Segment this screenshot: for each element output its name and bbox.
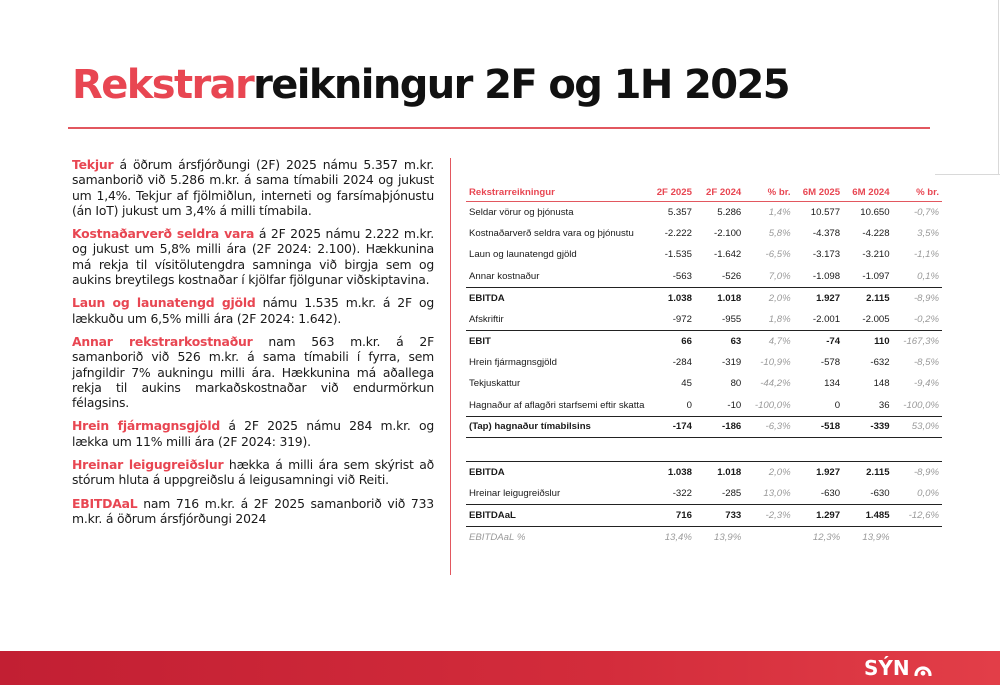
page-title-accent: Rekstrar bbox=[72, 62, 254, 108]
value-2f-2024: 63 bbox=[695, 330, 744, 352]
change-2f: -2,3% bbox=[744, 505, 793, 527]
paragraph-heading: Hrein fjármagnsgjöld bbox=[72, 418, 221, 434]
value-6m-2025: 1.927 bbox=[794, 462, 843, 484]
value-2f-2024: -526 bbox=[722, 270, 742, 282]
value-6m-2025: 12,3% bbox=[812, 531, 841, 543]
value-2f-2024: 5.286 bbox=[717, 206, 742, 218]
value-2f-2024: -955 bbox=[722, 313, 742, 325]
change-2f: 2,0% bbox=[744, 287, 793, 309]
value-2f-2024: -10 bbox=[727, 399, 742, 411]
change-2f: -100,0% bbox=[754, 399, 791, 411]
change-2f: -6,5% bbox=[765, 249, 791, 261]
change-6m: 3,5% bbox=[917, 227, 939, 239]
value-2f-2025: -563 bbox=[672, 270, 692, 282]
value-2f-2024: 80 bbox=[730, 378, 742, 390]
value-2f-2025: 0 bbox=[686, 399, 692, 411]
row-label: Hrein fjármagnsgjöld bbox=[469, 356, 557, 368]
paragraph-fjarmagnsgjold bbox=[72, 418, 434, 449]
value-6m-2024: 1.485 bbox=[843, 505, 892, 527]
value-2f-2025: -972 bbox=[672, 313, 692, 325]
column-divider bbox=[450, 158, 451, 575]
value-6m-2025: 10.577 bbox=[810, 206, 841, 218]
value-6m-2025: -578 bbox=[820, 356, 841, 368]
change-2f: 5,8% bbox=[768, 227, 791, 239]
paragraph-heading: Laun og launatengd gjöld bbox=[72, 295, 256, 311]
table-row bbox=[466, 373, 942, 395]
paragraph-heading: Annar rekstrarkostnaður bbox=[72, 333, 253, 349]
column-header: 2F 2025 bbox=[647, 185, 694, 201]
table-row bbox=[466, 352, 942, 374]
row-label: EBITDAaL % bbox=[469, 531, 526, 543]
change-6m: -8,9% bbox=[893, 287, 942, 309]
table-row bbox=[466, 526, 942, 548]
table-row bbox=[466, 483, 942, 505]
value-6m-2024: 2.115 bbox=[843, 287, 892, 309]
table-row bbox=[466, 395, 942, 417]
value-6m-2025: -3.173 bbox=[812, 249, 841, 261]
value-6m-2024: -339 bbox=[843, 416, 892, 438]
corner-rule-horizontal bbox=[935, 174, 1000, 175]
column-header: Rekstrarreikningur bbox=[466, 185, 647, 201]
value-6m-2025: -518 bbox=[794, 416, 843, 438]
row-label: EBITDAaL bbox=[466, 505, 647, 527]
paragraph-tekjur bbox=[72, 157, 434, 218]
change-2f: -10,9% bbox=[760, 356, 791, 368]
value-2f-2025: -322 bbox=[672, 488, 692, 499]
value-2f-2024: -186 bbox=[695, 416, 744, 438]
value-2f-2024: -319 bbox=[722, 356, 742, 368]
change-2f: 13,0% bbox=[763, 488, 791, 499]
row-label: Seldar vörur og þjónusta bbox=[469, 206, 574, 218]
row-label: Hreinar leigugreiðslur bbox=[469, 488, 561, 499]
row-label: EBITDA bbox=[466, 287, 647, 309]
table-body bbox=[466, 201, 942, 548]
value-2f-2024: -2.100 bbox=[714, 227, 742, 239]
paragraph-heading: Hreinar leigugreiðslur bbox=[72, 457, 224, 473]
value-2f-2024: 1.018 bbox=[695, 462, 744, 484]
change-6m: -8,5% bbox=[913, 356, 939, 368]
table-row bbox=[466, 462, 942, 484]
value-2f-2025: 13,4% bbox=[664, 531, 692, 543]
column-header: 6M 2025 bbox=[794, 185, 843, 201]
change-2f: 2,0% bbox=[744, 462, 793, 484]
table-row bbox=[466, 201, 942, 223]
paragraph-body: á 2F 2025 námu 2.222 m.kr. og jukust um 5,8% milli ára (2F 2024: 2.100). Hækkunina má rekja til vísitölutengdra samninga við birgja sem og aukins breytilegs kostnaðar í kjölfar fjölgunar viðskiptavina. bbox=[72, 226, 434, 288]
title-divider bbox=[68, 127, 930, 129]
paragraph-ebitdaal bbox=[72, 496, 434, 527]
syn-logo bbox=[864, 656, 933, 680]
value-6m-2024: -3.210 bbox=[862, 249, 890, 261]
value-6m-2024: 148 bbox=[873, 378, 890, 390]
value-2f-2025: 1.038 bbox=[647, 462, 694, 484]
value-2f-2025: -2.222 bbox=[664, 227, 692, 239]
table-spacer-row bbox=[466, 438, 942, 462]
value-2f-2024: 1.018 bbox=[695, 287, 744, 309]
row-label: Annar kostnaður bbox=[469, 270, 540, 282]
change-2f: 1,8% bbox=[768, 313, 791, 325]
paragraph-body: nam 716 m.kr. á 2F 2025 samanborið við 733 m.kr. á öðrum ársfjórðungi 2024 bbox=[72, 495, 434, 526]
value-2f-2024: -1.642 bbox=[714, 249, 742, 261]
paragraph-annar-kostnadur bbox=[72, 334, 434, 410]
paragraph-body: nam 563 m.kr. á 2F samanborið við 526 m.kr. á sama tímabili í fyrra, sem jafngildir 7% aukningu milli ára. Hækkunina má aðallega rekja til aukins markaðskostnaðar við endurmörkun félagsins. bbox=[72, 333, 434, 411]
paragraph-leigugreidslur bbox=[72, 457, 434, 488]
change-2f: 7,0% bbox=[768, 270, 791, 282]
value-6m-2025: -74 bbox=[794, 330, 843, 352]
value-6m-2024: -630 bbox=[870, 488, 890, 499]
value-6m-2024: -1.097 bbox=[862, 270, 890, 282]
table-row bbox=[466, 287, 942, 309]
row-label: Afskriftir bbox=[469, 313, 504, 325]
value-6m-2024: 110 bbox=[843, 330, 892, 352]
change-2f: 1,4% bbox=[768, 206, 791, 218]
row-label: Hagnaður af aflagðri starfsemi eftir skatta bbox=[469, 399, 645, 411]
value-6m-2025: 0 bbox=[834, 399, 841, 411]
paragraph-heading: EBITDAaL bbox=[72, 495, 138, 511]
change-2f: 4,7% bbox=[744, 330, 793, 352]
value-6m-2024: 36 bbox=[878, 399, 890, 411]
value-6m-2025: -4.378 bbox=[812, 227, 841, 239]
value-2f-2025: 716 bbox=[647, 505, 694, 527]
change-6m: 0,1% bbox=[917, 270, 939, 282]
change-6m bbox=[893, 526, 942, 548]
paragraph-body: námu 1.535 m.kr. á 2F og lækkuðu um 6,5% milli ára (2F 2024: 1.642). bbox=[72, 295, 434, 326]
page-title-rest: reikningur 2F og 1H 2025 bbox=[253, 62, 789, 108]
change-2f: -44,2% bbox=[760, 378, 791, 390]
change-6m: -9,4% bbox=[913, 378, 939, 390]
row-label: Laun og launatengd gjöld bbox=[469, 249, 577, 261]
income-statement-table bbox=[466, 185, 942, 548]
value-2f-2025: 66 bbox=[647, 330, 694, 352]
value-2f-2025: -284 bbox=[672, 356, 692, 368]
row-label: EBITDA bbox=[466, 462, 647, 484]
table-row bbox=[466, 330, 942, 352]
value-2f-2025: 1.038 bbox=[647, 287, 694, 309]
table-row bbox=[466, 309, 942, 331]
row-label: EBIT bbox=[466, 330, 647, 352]
paragraph-body: á öðrum ársfjórðungi (2F) 2025 námu 5.357 m.kr. samanborið við 5.286 m.kr. á sama tímabili 2024 og jukust um 1,4%. Tekjur af fjölmiðlun, interneti og farsímaþjónustu (án IoT) jukust um 3,4% á milli tímabila. bbox=[72, 157, 434, 218]
row-label: Tekjuskattur bbox=[469, 378, 521, 390]
column-header: 6M 2024 bbox=[843, 185, 892, 201]
change-6m: -12,6% bbox=[893, 505, 942, 527]
column-header: 2F 2024 bbox=[695, 185, 744, 201]
row-label: Kostnaðarverð seldra vara og þjónustu bbox=[469, 227, 634, 239]
value-6m-2025: 1.927 bbox=[794, 287, 843, 309]
value-6m-2025: 134 bbox=[824, 378, 841, 390]
paragraph-body: á 2F 2025 námu 284 m.kr. og lækka um 11% milli ára (2F 2024: 319). bbox=[72, 418, 434, 449]
change-2f: -6,3% bbox=[744, 416, 793, 438]
value-6m-2025: -2.001 bbox=[812, 313, 841, 325]
value-2f-2025: -1.535 bbox=[664, 249, 692, 261]
value-6m-2024: 10.650 bbox=[860, 206, 890, 218]
paragraph-kostnadarverd bbox=[72, 226, 434, 287]
value-2f-2025: -174 bbox=[647, 416, 694, 438]
change-6m: 53,0% bbox=[893, 416, 942, 438]
table-row bbox=[466, 416, 942, 438]
value-6m-2024: -2.005 bbox=[862, 313, 890, 325]
value-2f-2025: 5.357 bbox=[667, 206, 692, 218]
change-6m: -0,7% bbox=[913, 206, 939, 218]
row-label: (Tap) hagnaður tímabilsins bbox=[466, 416, 647, 438]
value-2f-2024: 733 bbox=[695, 505, 744, 527]
paragraph-heading: Tekjur bbox=[72, 157, 114, 172]
corner-rule-vertical bbox=[998, 0, 999, 175]
change-6m: -167,3% bbox=[893, 330, 942, 352]
value-6m-2024: 13,9% bbox=[862, 531, 890, 543]
value-6m-2025: -1.098 bbox=[812, 270, 841, 282]
change-2f bbox=[744, 526, 793, 548]
change-6m: -1,1% bbox=[913, 249, 939, 261]
page-title bbox=[72, 62, 789, 108]
value-2f-2024: 13,9% bbox=[714, 531, 742, 543]
value-2f-2024: -285 bbox=[722, 488, 742, 499]
change-6m: -8,9% bbox=[893, 462, 942, 484]
table-row bbox=[466, 505, 942, 527]
column-header: % br. bbox=[744, 185, 793, 201]
logo-text: SÝN bbox=[864, 656, 910, 680]
value-2f-2025: 45 bbox=[681, 378, 692, 390]
value-6m-2024: 2.115 bbox=[843, 462, 892, 484]
table-row bbox=[466, 266, 942, 288]
table-header-row bbox=[466, 185, 942, 201]
value-6m-2025: -630 bbox=[820, 488, 841, 499]
change-6m: -0,2% bbox=[913, 313, 939, 325]
footer-bar bbox=[0, 651, 1000, 685]
table-row bbox=[466, 223, 942, 245]
paragraph-body: hækka á milli ára sem skýrist að stórum hluta á uppgreiðslu á leigusamningi við Reiti. bbox=[72, 457, 434, 488]
value-6m-2025: 1.297 bbox=[794, 505, 843, 527]
change-6m: 0,0% bbox=[917, 488, 939, 499]
value-6m-2024: -632 bbox=[870, 356, 890, 368]
change-6m: -100,0% bbox=[903, 399, 939, 411]
paragraph-heading: Kostnaðarverð seldra vara bbox=[72, 226, 255, 242]
logo-arc-icon bbox=[913, 660, 933, 676]
commentary-text bbox=[72, 157, 434, 534]
column-header: % br. bbox=[893, 185, 942, 201]
value-6m-2024: -4.228 bbox=[862, 227, 890, 239]
paragraph-laun bbox=[72, 295, 434, 326]
table-row bbox=[466, 244, 942, 266]
